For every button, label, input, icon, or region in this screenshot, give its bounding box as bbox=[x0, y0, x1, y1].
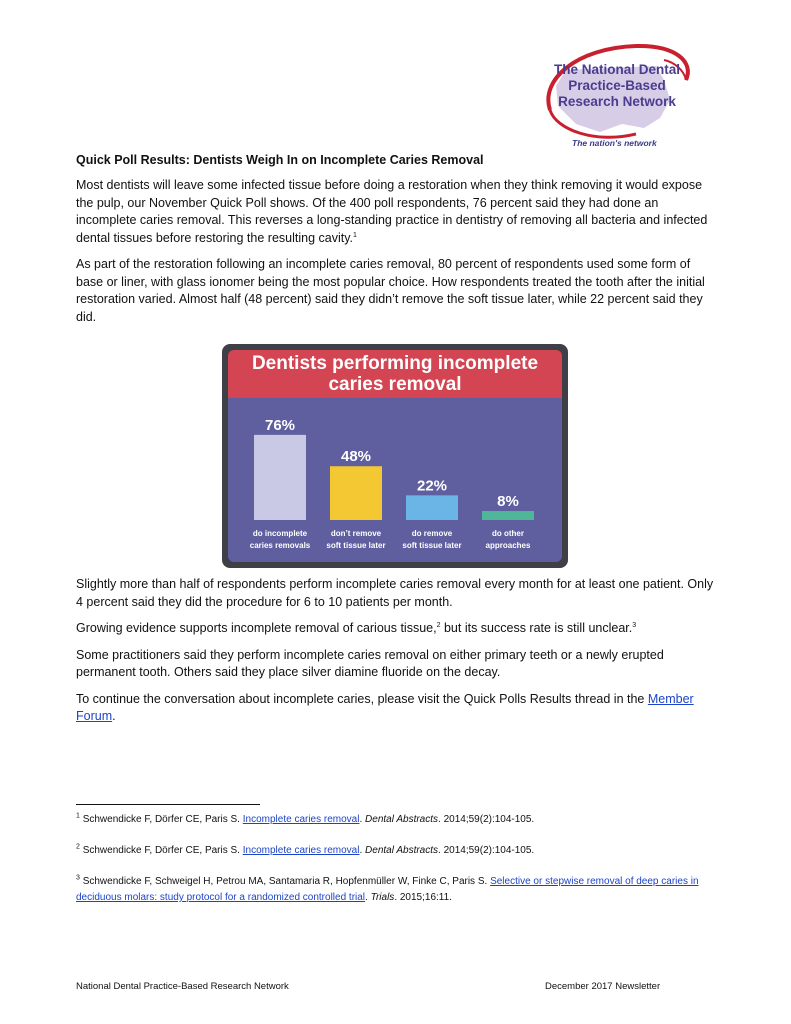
footnote-number: 1 bbox=[76, 812, 80, 820]
logo-line-3: Research Network bbox=[558, 94, 676, 109]
footnote-ref-2: 2 bbox=[436, 621, 441, 629]
article-content bbox=[76, 153, 716, 335]
footnote-authors: Schwendicke F, Dörfer CE, Paris S. bbox=[82, 814, 243, 825]
footnote-2 bbox=[76, 843, 721, 859]
bar-1 bbox=[254, 435, 306, 520]
footer-issue-date: December 2017 Newsletter bbox=[545, 981, 661, 992]
footer-organization: National Dental Practice-Based Research Network bbox=[76, 981, 289, 992]
article-title: Quick Poll Results: Dentists Weigh In on Incomplete Caries Removal bbox=[76, 153, 484, 167]
article-content-lower bbox=[76, 576, 716, 735]
footnote-journal: Dental Abstracts bbox=[365, 814, 439, 825]
footnote-journal: Dental Abstracts bbox=[365, 845, 439, 856]
paragraph-practitioners: Some practitioners said they perform incomplete caries removal on either primary teeth or a newly erupted permanent tooth. Others said they place silver diamine fluoride on the decay. bbox=[76, 647, 664, 679]
network-logo bbox=[536, 40, 696, 152]
footnote-sep: . bbox=[365, 892, 371, 903]
paragraph-forum-text: To continue the conversation about incomplete caries, please visit the Quick Polls Results thread in the bbox=[76, 691, 648, 706]
bar-category-label-1: do incomplete bbox=[252, 529, 308, 538]
paragraph-intro bbox=[76, 177, 716, 247]
footnote-citation: . 2015;16:11. bbox=[394, 892, 452, 903]
paragraph-intro-text: Most dentists will leave some infected tissue before doing a restoration when they think removing it would expose the pulp, our November Quick Poll shows. Of the 400 poll respondents, 76 percent said they had done an incomplete caries removal. This reverses a long-standing practice in dentistry of removing all bacteria and infected dental tissues before restoring the resulting cavity. bbox=[76, 178, 708, 245]
bar-category-label-4: approaches bbox=[485, 541, 531, 550]
footnote-article-link[interactable]: Incomplete caries removal bbox=[242, 845, 360, 856]
footnote-article-link[interactable]: Incomplete caries removal bbox=[242, 814, 360, 825]
bar-4 bbox=[482, 511, 534, 520]
footnote-citation: . 2014;59(2):104-105. bbox=[438, 814, 535, 825]
paragraph-evidence-text-b: but its success rate is still unclear. bbox=[440, 621, 633, 635]
paragraph-evidence bbox=[76, 620, 716, 638]
footnote-1 bbox=[76, 812, 721, 828]
footnote-article-link[interactable]: Selective or stepwise removal of deep caries in deciduous molars: study protocol for a randomized controlled trial bbox=[76, 876, 699, 903]
footnote-citation: . 2014;59(2):104-105. bbox=[438, 845, 535, 856]
footnote-journal: Trials bbox=[370, 892, 395, 903]
footnote-ref-1: 1 bbox=[353, 231, 357, 239]
infographic-header bbox=[228, 350, 562, 398]
infographic-body bbox=[228, 398, 562, 562]
footnote-divider bbox=[76, 804, 260, 805]
paragraph-forum-end: . bbox=[112, 709, 116, 723]
paragraph-evidence-text-a: Growing evidence supports incomplete removal of carious tissue, bbox=[76, 621, 437, 635]
bar-category-label-1: caries removals bbox=[249, 541, 311, 550]
footnote-authors: Schwendicke F, Dörfer CE, Paris S. bbox=[82, 845, 243, 856]
infographic-title-line-2: caries removal bbox=[328, 374, 462, 395]
bar-category-label-3: soft tissue later bbox=[402, 541, 462, 550]
logo-line-2: Practice-Based bbox=[568, 78, 666, 93]
footnote-number: 2 bbox=[76, 843, 80, 851]
footnote-number: 3 bbox=[76, 874, 80, 882]
infographic-card bbox=[222, 344, 568, 568]
footnote-sep: . bbox=[359, 845, 366, 856]
bar-category-label-3: do remove bbox=[411, 529, 453, 538]
bar-category-label-4: do other bbox=[492, 529, 524, 538]
footnote-ref-3: 3 bbox=[632, 621, 637, 629]
bar-value-label-2: 48% bbox=[340, 448, 372, 466]
infographic-title bbox=[228, 353, 562, 395]
logo-tagline: The nation's network bbox=[572, 138, 657, 148]
bar-2 bbox=[330, 466, 382, 520]
bar-category-label-2: don’t remove bbox=[330, 529, 382, 538]
bar-category-label-2: soft tissue later bbox=[326, 541, 386, 550]
poll-bar-chart bbox=[228, 398, 562, 562]
infographic-title-line-1: Dentists performing incomplete bbox=[251, 353, 539, 374]
footnote-authors: Schwendicke F, Schweigel H, Petrou MA, Santamaria R, Hopfenmüller W, Finke C, Paris S. bbox=[82, 876, 491, 887]
footnote-sep: . bbox=[359, 814, 366, 825]
logo-line-1: The National Dental bbox=[553, 62, 680, 77]
bar-3 bbox=[406, 495, 458, 520]
footnote-3 bbox=[76, 874, 721, 906]
member-forum-link[interactable]: Member Forum bbox=[76, 691, 694, 723]
paragraph-forum bbox=[76, 691, 716, 726]
bar-value-label-1: 76% bbox=[264, 416, 296, 434]
paragraph-frequency: Slightly more than half of respondents perform incomplete caries removal every month for at least one patient. Only 4 percent said they did the procedure for 6 to 10 patients per month. bbox=[76, 577, 714, 609]
bar-value-label-3: 22% bbox=[416, 477, 448, 495]
logo-wordmark bbox=[542, 62, 692, 110]
paragraph-restoration: As part of the restoration following an incomplete caries removal, 80 percent of respondents used some form of base or liner, with glass ionomer being the most popular choice. How respondents treated the tooth after the initial restoration varied. Almost half (48 percent) said they didn’t remove the soft tissue later, while 22 percent said they did. bbox=[76, 257, 705, 324]
bar-value-label-4: 8% bbox=[497, 493, 519, 511]
